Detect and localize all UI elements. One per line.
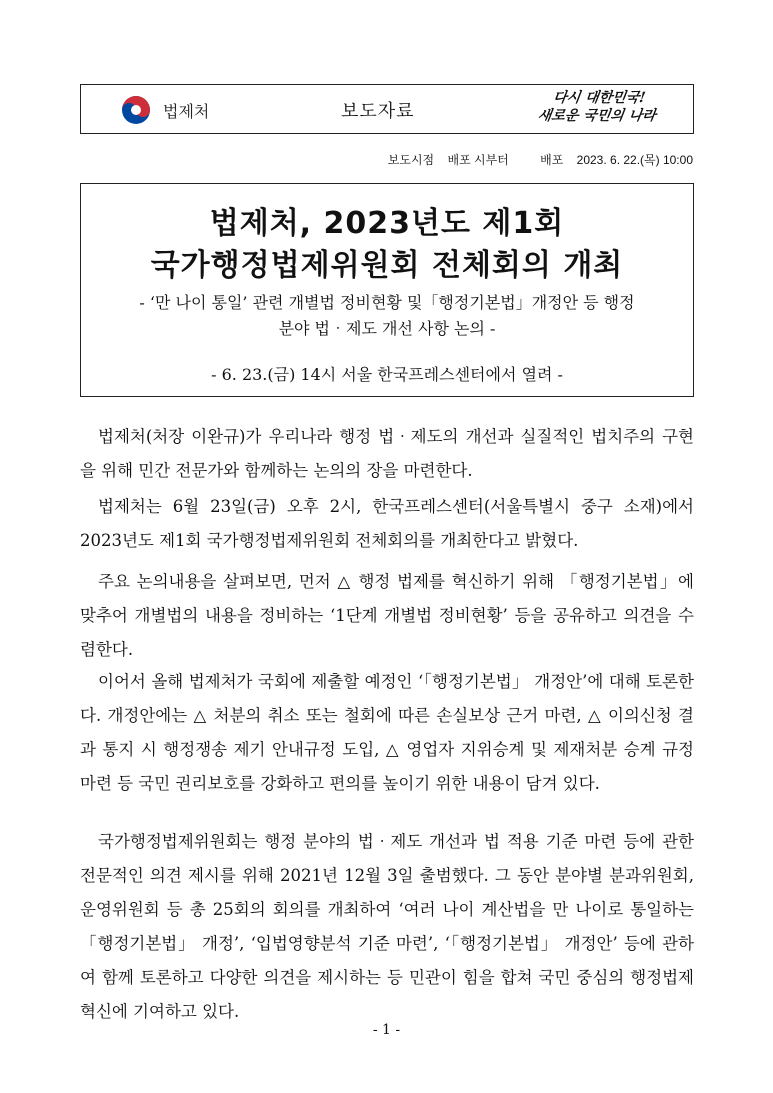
distribution-date: 2023. 6. 22.(목) 10:00 xyxy=(576,153,693,167)
paragraph-5 xyxy=(80,825,694,1029)
paragraph-4-text: 이어서 올해 법제처가 국회에 제출할 예정인 ‘「행정기본법」 개정안’에 대해 토론한다. 개정안에는 △ 처분의 취소 또는 철회에 따른 손실보상 근거 마련, △ 이의신청 결과 통지 시 행정쟁송 제기 안내규정 도입, △ 영업자 지위승계 및 제재처분 승계 규정 마련 등 국민 권리보호를 강화하고 편의를 높이기 위한 내용이 담겨 있다. xyxy=(80,672,694,793)
agency-name: 법제처 xyxy=(163,104,210,121)
slogan-line-2: 새로운 국민의 나라 xyxy=(536,108,657,124)
title-line-2: 국가행정법제위원회 전체회의 개최 xyxy=(150,248,624,283)
header-box xyxy=(80,84,694,134)
title-line-1: 법제처, 2023년도 제1회 xyxy=(209,206,565,241)
slogan-line-1: 다시 대한민국! xyxy=(552,90,647,106)
paragraph-2 xyxy=(80,490,694,558)
government-logo-icon xyxy=(121,95,151,125)
paragraph-4 xyxy=(80,665,694,801)
subtitle-line-2: 분야 법‧제도 개선 사항 논의 - xyxy=(278,319,496,338)
event-line: - 6. 23.(금) 14시 서울 한국프레스센터에서 열려 - xyxy=(211,365,563,384)
release-label: 보도시점 xyxy=(387,153,435,167)
doc-type-label: 보도자료 xyxy=(341,101,415,122)
paragraph-3 xyxy=(80,565,694,667)
paragraph-3-text: 주요 논의내용을 살펴보면, 먼저 △ 행정 법제를 혁신하기 위해 「행정기본법」에 맞추어 개별법의 내용을 정비하는 ‘1단계 개별법 정비현황’ 등을 공유하고 의견을 수렴한다. xyxy=(80,572,694,659)
paragraph-5-text: 국가행정법제위원회는 행정 분야의 법‧제도 개선과 법 적용 기준 마련 등에 관한 전문적인 의견 제시를 위해 2021년 12월 3일 출범했다. 그 동안 분야별 분과위원회, 운영위원회 등 총 25회의 회의를 개최하여 ‘여러 나이 계산법을 만 나이로 통일하는 「행정기본법」 개정’, ‘입법영향분석 기준 마련’, ‘「행정기본법」 개정안’ 등에 관하여 함께 토론하고 다양한 의견을 제시하는 등 민관이 힘을 합쳐 국민 중심의 행정법제 혁신에 기여하고 있다. xyxy=(80,832,694,1021)
page-number: - 1 - xyxy=(372,1022,401,1038)
distribution-label: 배포 xyxy=(540,153,564,167)
paragraph-2-text: 법제처는 6월 23일(금) 오후 2시, 한국프레스센터(서울특별시 중구 소재)에서 2023년도 제1회 국가행정법제위원회 전체회의를 개최한다고 밝혔다. xyxy=(80,497,694,550)
release-info xyxy=(378,151,693,168)
paragraph-1-text: 법제처(처장 이완규)가 우리나라 행정 법‧제도의 개선과 실질적인 법치주의 구현을 위해 민간 전문가와 함께하는 논의의 장을 마련한다. xyxy=(80,427,694,480)
slogan xyxy=(520,89,675,125)
release-value: 배포 시부터 xyxy=(447,153,509,167)
paragraph-1 xyxy=(80,420,694,488)
subtitle-line-1: - ‘만 나이 통일’ 관련 개별법 정비현황 및「행정기본법」개정안 등 행정 xyxy=(139,293,635,312)
title-box xyxy=(80,183,694,397)
